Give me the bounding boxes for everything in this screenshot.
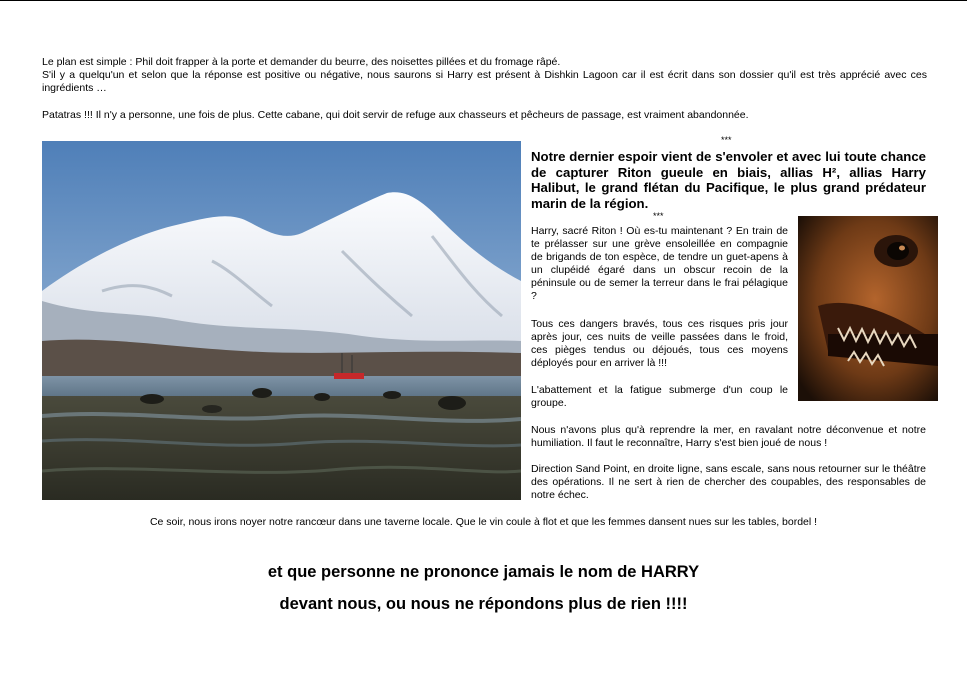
top-border — [0, 0, 967, 1]
intro-line-3: Patatras !!! Il n'y a personne, une fois de plus. Cette cabane, qui doit servir de refuge aux chasseurs et pêcheurs de passage, est vraiment abandonnée. — [42, 109, 749, 121]
paragraph-3: L'abattement et la fatigue submerge d'un coup le groupe. — [531, 384, 788, 409]
intro-line-2: S'il y a quelqu'un et selon que la réponse est positive ou négative, nous saurons si Harry est présent à Dishkin Lagoon car il est écrit dans son dossier qu'il est très apprécié avec ces ingrédients … — [42, 69, 927, 94]
mountain-photo — [42, 141, 521, 500]
paragraph-4: Nous n'avons plus qu'à reprendre la mer, en ravalant notre déconvenue et notre humiliation. Il faut le reconnaître, Harry s'est bien joué de nous ! — [531, 424, 926, 449]
paragraph-5: Direction Sand Point, en droite ligne, sans escale, sans nous retourner sur le théâtre des opérations. Il ne sert à rien de chercher des coupables, des responsables de notre échec. — [531, 463, 926, 501]
intro-line-1: Le plan est simple : Phil doit frapper à la porte et demander du beurre, des noisettes pillées et du fromage râpé. — [42, 56, 561, 68]
closing-line-2: devant nous, ou nous ne répondons plus de rien !!!! — [279, 595, 688, 613]
headline-paragraph: Notre dernier espoir vient de s'envoler et avec lui toute chance de capturer Riton gueule en biais, allias H², allias Harry Halibut, le grand flétan du Pacifique, le plus grand prédateur marin de la région. — [531, 149, 926, 211]
fish-photo — [798, 216, 938, 401]
separator-stars-2: *** — [653, 211, 664, 221]
closing-line-1: et que personne ne prononce jamais le nom de HARRY — [267, 563, 700, 581]
evening-line: Ce soir, nous irons noyer notre rancœur dans une taverne locale. Que le vin coule à flot et que les femmes dansent nues sur les tables, bordel ! — [149, 516, 818, 528]
paragraph-2: Tous ces dangers bravés, tous ces risques pris jour après jour, ces nuits de veille passées dans le froid, ces pièges tendus ou déjoués, tous ces moyens déployés pour en arriver là !!! — [531, 318, 788, 369]
separator-stars-1: *** — [721, 135, 732, 145]
paragraph-1: Harry, sacré Riton ! Où es-tu maintenant ? En train de te prélasser sur une grève ensoleillée en compagnie de brigands de ton espèce, de tendre un guet-apens à un clupéidé égaré dans un obscur recoin de la péninsule ou de semer la terreur dans le frai pélagique ? — [531, 225, 788, 302]
